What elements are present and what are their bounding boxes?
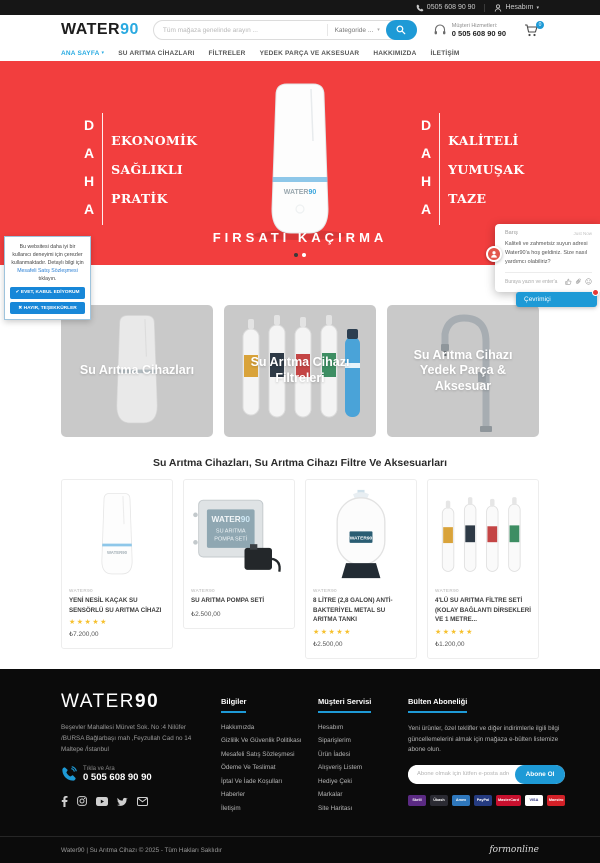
product-card[interactable]: [305, 479, 417, 659]
hero-word: YUMUŞAK: [448, 161, 525, 177]
nav-item-yedek-parca[interactable]: YEDEK PARÇA VE AKSESUAR: [259, 49, 360, 57]
footer-address: Beşevler Mahallesi Mürvet Sok. No :4 Nilüfer /BURSA Bağlarbaşı mah ,Feyzullah Cad no 14 Maltepe /İstanbul: [61, 723, 192, 753]
footer-link[interactable]: İptal Ve İade Koşulları: [221, 777, 283, 785]
hero-word: KALİTELİ: [448, 132, 519, 148]
newsletter-heading: Bülten Aboneliği: [408, 697, 467, 713]
logo-text-dark: WATER: [61, 21, 121, 38]
search-input[interactable]: [154, 27, 327, 34]
search-button[interactable]: [386, 20, 417, 40]
product-grid: [61, 479, 539, 659]
nav-item-hakkimizda[interactable]: HAKKIMIZDA: [373, 49, 417, 57]
cookie-consent-popup: [4, 236, 91, 320]
chevron-down-icon: ▾: [536, 4, 539, 11]
hero-word: EKONOMİK: [111, 132, 198, 148]
payment-icon-maestro: Maestro: [547, 795, 566, 806]
hero-letter: H: [421, 173, 432, 189]
search-bar: [153, 20, 417, 40]
product-price: ₺1.200,00: [435, 640, 465, 648]
chevron-down-icon: ▾: [101, 50, 105, 56]
cookie-accept-button[interactable]: ✔ EVET, KABUL EDİYORUM: [10, 287, 85, 299]
user-icon: [494, 4, 502, 12]
nav-item-iletisim[interactable]: İLETİŞİM: [430, 49, 460, 57]
thumbs-up-icon[interactable]: [565, 278, 572, 285]
product-title: 4'LÜ SU ARITMA FİLTRE SETİ (KOLAY BAĞLANTI DİRSEKLERİ VE 1 METRE...: [435, 597, 531, 624]
hero-letter: D: [84, 117, 95, 133]
chat-online-label: Çevrimiçi: [524, 296, 551, 303]
facebook-icon[interactable]: [61, 796, 68, 807]
site-logo[interactable]: [61, 21, 139, 39]
hero-word: SAĞLIKLI: [111, 161, 184, 177]
category-card-yedek-parca[interactable]: [387, 305, 539, 437]
carousel-dot[interactable]: [302, 253, 306, 257]
search-icon: [396, 25, 406, 35]
hero-product-image: [239, 81, 361, 241]
product-image-filter-set: [435, 487, 531, 579]
product-card[interactable]: [427, 479, 539, 659]
payment-icon-amex: Amex: [452, 795, 470, 806]
customer-support: [433, 23, 506, 38]
category-card-filtreler[interactable]: [224, 305, 376, 437]
footer-link[interactable]: Siparişlerim: [318, 737, 351, 745]
svg-text:WATER90: WATER90: [211, 515, 250, 525]
hero-letter: H: [84, 173, 95, 189]
footer-link[interactable]: Gizlilik Ve Güvenlik Politikası: [221, 737, 302, 745]
notification-badge: [592, 289, 599, 296]
svg-text:WATER90: WATER90: [106, 549, 128, 555]
chat-input[interactable]: [505, 279, 562, 285]
svg-text:SU ARITMA: SU ARITMA: [215, 528, 246, 535]
category-title: Su Arıtma Cihazları: [79, 363, 195, 378]
cookie-text: tıklayın.: [38, 276, 57, 283]
newsletter-text: Yeni ürünler, özel teklifler ve diğer indirimlerle ilgili bilgi güncellemelerini almak için mağaza e-bülten listemize abone olun.: [408, 724, 560, 754]
rating-stars: ★★★★★: [435, 628, 474, 636]
footer-call-phone: 0 505 608 90 90: [83, 771, 152, 783]
chat-message: Kaliteli ve zahmetsiz suyun adresi Water90'a hoş geldiniz. Size nasıl yardımcı olabiliriz?: [505, 241, 588, 265]
footer-link[interactable]: Alışveriş Listem: [318, 764, 363, 772]
payment-icon-skrill: Skrill: [408, 795, 426, 806]
hero-letter: A: [84, 145, 95, 161]
topbar-phone-link[interactable]: [416, 4, 476, 12]
hero-letter: A: [84, 201, 95, 217]
account-label: Hesabım: [505, 4, 534, 11]
payment-methods: [408, 795, 565, 806]
chevron-down-icon: ▾: [377, 27, 380, 33]
footer-link[interactable]: Hediye Çeki: [318, 777, 352, 785]
product-card[interactable]: [61, 479, 173, 649]
cart-count-badge: 0: [536, 21, 544, 29]
product-title: YENİ NESİL KAÇAK SU SENSÖRLÜ SU ARITMA CİHAZI: [69, 597, 162, 614]
product-image-pump-set: [191, 487, 287, 579]
footer-bottom-bar: [0, 836, 600, 863]
header: [0, 15, 600, 45]
nav-item-filtreler[interactable]: FİLTRELER: [208, 49, 246, 57]
footer-call-label: Tıkla ve Ara: [83, 765, 115, 772]
payment-icon-ukash: Ükash: [430, 795, 448, 806]
account-menu[interactable]: [494, 4, 539, 12]
email-icon[interactable]: [137, 797, 148, 806]
chat-message-time: Just Now: [573, 230, 592, 236]
topbar-divider: [484, 4, 485, 12]
nav-item-ana-sayfa[interactable]: ANA SAYFA ▾: [61, 49, 105, 57]
topbar-phone-number: 0505 608 90 90: [426, 4, 476, 11]
product-brand: WATER90: [435, 588, 459, 593]
newsletter-form: [408, 765, 565, 784]
hero-divider: [102, 113, 103, 225]
cookie-policy-link[interactable]: Mesafeli Satış Sözleşmesi: [17, 268, 78, 275]
footer: [0, 669, 600, 863]
search-category-value: Kategoride ...: [334, 26, 374, 34]
footer-link[interactable]: Ödeme Ve Teslimat: [221, 764, 276, 772]
rating-stars: ★★★★★: [69, 619, 108, 627]
hero-word: PRATİK: [111, 190, 168, 206]
footer-column-heading: Müşteri Servisi: [318, 697, 371, 713]
cookie-text: Bu websitesi daha iyi bir kullanıcı deneyimi için çerezler kullanmaktadır. Detaylı bilgi için: [11, 244, 84, 267]
youtube-icon[interactable]: [96, 797, 108, 806]
payment-icon-paypal: PayPal: [474, 795, 492, 806]
product-price: ₺7.200,00: [69, 631, 99, 639]
footer-link[interactable]: Site Haritası: [318, 804, 353, 812]
product-price: ₺2.500,00: [191, 610, 221, 618]
footer-logo[interactable]: WATER90: [61, 690, 160, 712]
product-image-tank: [313, 487, 409, 579]
phone-icon: [416, 4, 424, 12]
svg-text:WATER90: WATER90: [283, 189, 317, 196]
chat-online-button[interactable]: [516, 292, 597, 307]
product-title: 8 LİTRE (2,8 GALON) ANTİ-BAKTERİYEL METAL SU ARITMA TANKI: [313, 597, 393, 624]
payment-icon-visa: VISA: [525, 795, 543, 806]
product-brand: WATER90: [69, 588, 93, 593]
emoji-icon[interactable]: [585, 278, 592, 285]
category-cards: [61, 305, 539, 437]
hero-divider: [439, 113, 440, 225]
support-label: Müşteri Hizmetleri:: [451, 22, 498, 29]
hero-letter: A: [421, 201, 432, 217]
chat-agent-name: Barış: [505, 230, 518, 236]
top-bar: [0, 0, 600, 15]
main-navigation: [0, 45, 600, 61]
attachment-icon[interactable]: [575, 278, 582, 285]
product-brand: WATER90: [313, 588, 337, 593]
product-price: ₺2.500,00: [313, 640, 343, 648]
footer-link[interactable]: Ürün İadesi: [318, 750, 351, 758]
newsletter-email-input[interactable]: [408, 765, 515, 784]
support-phone[interactable]: 0 505 608 90 90: [451, 28, 506, 38]
headset-icon: [433, 23, 447, 37]
svg-text:WATER90: WATER90: [349, 536, 373, 542]
twitter-icon[interactable]: [117, 797, 128, 806]
rating-stars: ★★★★★: [313, 628, 352, 636]
footer-link[interactable]: Markalar: [318, 791, 343, 799]
footer-link[interactable]: Hakkımızda: [221, 723, 255, 731]
products-section-heading: Su Arıtma Cihazları, Su Arıtma Cihazı Filtre Ve Aksesuarları: [152, 457, 448, 469]
hero-word: TAZE: [448, 190, 487, 206]
footer-link[interactable]: Mesafeli Satış Sözleşmesi: [221, 750, 295, 758]
carousel-dot-active[interactable]: [294, 253, 298, 257]
payment-icon-mastercard: MasterCard: [496, 795, 521, 806]
footer-column-heading: Bilgiler: [221, 697, 246, 713]
instagram-icon[interactable]: [77, 796, 87, 806]
category-card-cihazlar[interactable]: [61, 305, 213, 437]
search-category-dropdown[interactable]: [327, 24, 387, 36]
category-title: Su Arıtma Cihazı Yedek Parça & Aksesuar: [413, 347, 513, 393]
cart-button[interactable]: [524, 21, 542, 37]
chat-widget: [495, 224, 600, 292]
phone-icon: [61, 766, 77, 782]
agency-credit-logo[interactable]: formonline: [489, 845, 539, 856]
chat-agent-avatar: [486, 246, 502, 262]
footer-link[interactable]: Haberler: [221, 791, 246, 799]
logo-text-blue: 90: [120, 21, 139, 38]
svg-text:POMPA SETİ: POMPA SETİ: [214, 536, 248, 543]
social-links: [61, 796, 221, 807]
cookie-decline-button[interactable]: ✖ HAYIR, TEŞEKKÜRLER: [10, 302, 85, 314]
nav-item-su-aritma-cihazlari[interactable]: SU ARITMA CİHAZLARI: [118, 49, 195, 57]
category-title: Su Arıtma Cihazı Filtreleri: [250, 355, 350, 385]
hero-cta-text: FIRSATI KAÇIRMA: [212, 230, 388, 245]
copyright-text: Water90 | Su Arıtma Cihazı © 2025 - Tüm Hakları Saklıdır: [61, 846, 222, 854]
hero-right-text: [421, 111, 524, 227]
footer-link[interactable]: Hesabım: [318, 723, 344, 731]
hero-left-text: [84, 111, 197, 227]
footer-link[interactable]: İletişim: [221, 804, 241, 812]
hero-letter: D: [421, 117, 432, 133]
product-title: SU ARITMA POMPA SETİ: [191, 597, 265, 604]
hero-letter: A: [421, 145, 432, 161]
product-card[interactable]: [183, 479, 295, 629]
product-brand: WATER90: [191, 588, 215, 593]
newsletter-subscribe-button[interactable]: Abone Ol: [515, 765, 566, 784]
footer-call-block[interactable]: [61, 766, 221, 783]
product-image-purifier: [69, 487, 165, 579]
